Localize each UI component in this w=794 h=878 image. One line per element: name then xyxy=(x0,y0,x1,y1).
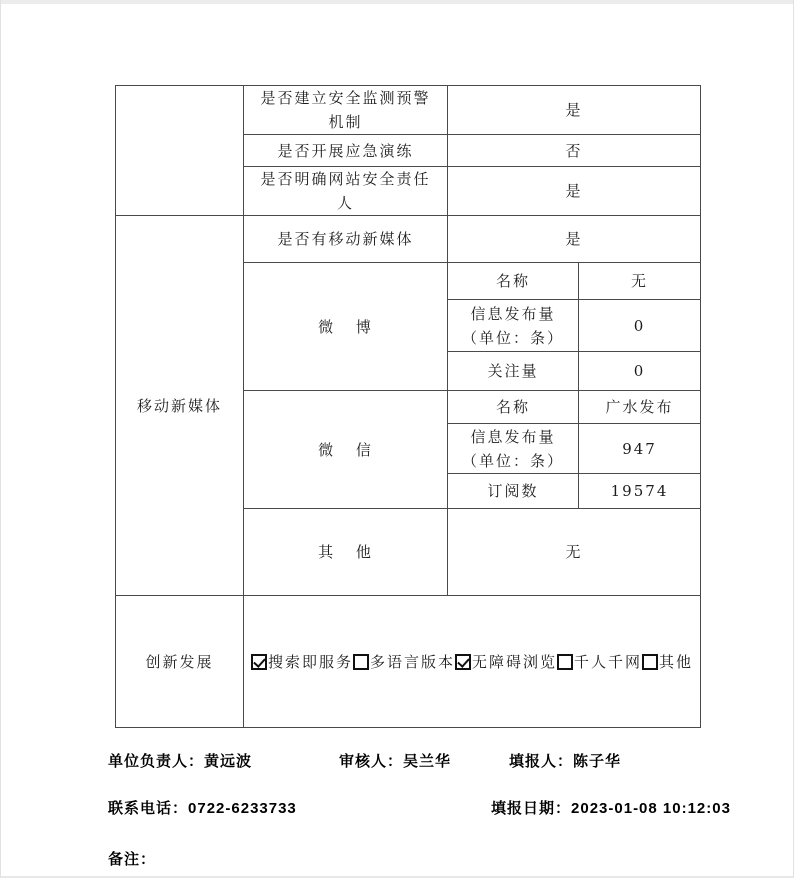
security-owner-value: 是 xyxy=(448,167,701,216)
table-row xyxy=(116,86,701,135)
innovation-option xyxy=(455,650,557,674)
innovation-option-label: 搜索即服务 xyxy=(267,652,353,671)
security-monitor-label: 是否建立安全监测预警机制 xyxy=(244,86,448,135)
wechat-subscribers-label: 订阅数 xyxy=(448,474,579,509)
checkbox-unchecked-icon[interactable] xyxy=(642,654,658,670)
reviewer-label: 审核人： xyxy=(339,753,404,770)
checkbox-checked-icon[interactable] xyxy=(251,654,267,670)
wechat-group-label: 微 信 xyxy=(244,391,448,509)
page-top-edge xyxy=(1,0,793,4)
category-cell-blank xyxy=(116,86,244,216)
checkbox-unchecked-icon[interactable] xyxy=(557,654,573,670)
innovation-option xyxy=(251,650,353,674)
weibo-name-label: 名称 xyxy=(448,263,579,300)
other-media-label: 其 他 xyxy=(244,509,448,596)
other-media-value: 无 xyxy=(448,509,701,596)
wechat-posts-value: 947 xyxy=(579,424,701,474)
innovation-option-label: 其他 xyxy=(659,652,694,671)
weibo-group-label: 微 博 xyxy=(244,263,448,391)
note-item xyxy=(108,848,156,869)
report-date-item xyxy=(491,797,731,818)
emergency-drill-value: 否 xyxy=(448,135,701,167)
filler-item xyxy=(509,750,621,771)
emergency-drill-label: 是否开展应急演练 xyxy=(244,135,448,167)
note-label: 备注： xyxy=(108,851,157,868)
wechat-posts-label: 信息发布量（单位：条） xyxy=(448,424,579,474)
checkbox-checked-icon[interactable] xyxy=(455,654,471,670)
wechat-name-value: 广水发布 xyxy=(579,391,701,424)
filler-value: 陈子华 xyxy=(573,753,622,770)
category-cell-innovation: 创新发展 xyxy=(116,596,244,728)
reviewer-value: 吴兰华 xyxy=(403,753,452,770)
innovation-option-label: 无障碍浏览 xyxy=(472,652,558,671)
table-row xyxy=(116,216,701,263)
weibo-name-value: 无 xyxy=(579,263,701,300)
innovation-option xyxy=(353,650,455,674)
has-mobile-media-value: 是 xyxy=(448,216,701,263)
category-cell-mobile-media: 移动新媒体 xyxy=(116,216,244,596)
innovation-option-label: 千人千网 xyxy=(574,652,643,671)
innovation-options xyxy=(256,650,694,674)
phone-item xyxy=(108,797,297,818)
weibo-posts-label: 信息发布量（单位：条） xyxy=(448,300,579,352)
filler-label: 填报人： xyxy=(509,753,574,770)
security-owner-label: 是否明确网站安全责任人 xyxy=(244,167,448,216)
has-mobile-media-label: 是否有移动新媒体 xyxy=(244,216,448,263)
checkbox-unchecked-icon[interactable] xyxy=(353,654,369,670)
report-date-label: 填报日期： xyxy=(491,800,572,817)
table-row xyxy=(116,596,701,728)
weibo-followers-label: 关注量 xyxy=(448,352,579,391)
report-date-value: 2023-01-08 10:12:03 xyxy=(571,800,731,817)
innovation-cell xyxy=(244,596,701,728)
wechat-subscribers-value: 19574 xyxy=(579,474,701,509)
phone-value: 0722-6233733 xyxy=(188,800,297,817)
unit-head-item xyxy=(108,750,252,771)
innovation-option xyxy=(557,650,642,674)
wechat-name-label: 名称 xyxy=(448,391,579,424)
weibo-followers-value: 0 xyxy=(579,352,701,391)
annual-report-table xyxy=(115,85,701,728)
innovation-option-label: 多语言版本 xyxy=(369,652,455,671)
unit-head-label: 单位负责人： xyxy=(108,753,205,770)
phone-label: 联系电话： xyxy=(108,800,189,817)
reviewer-item xyxy=(339,750,451,771)
security-monitor-value: 是 xyxy=(448,86,701,135)
weibo-posts-value: 0 xyxy=(579,300,701,352)
unit-head-value: 黄远波 xyxy=(204,753,253,770)
innovation-option xyxy=(642,650,693,674)
